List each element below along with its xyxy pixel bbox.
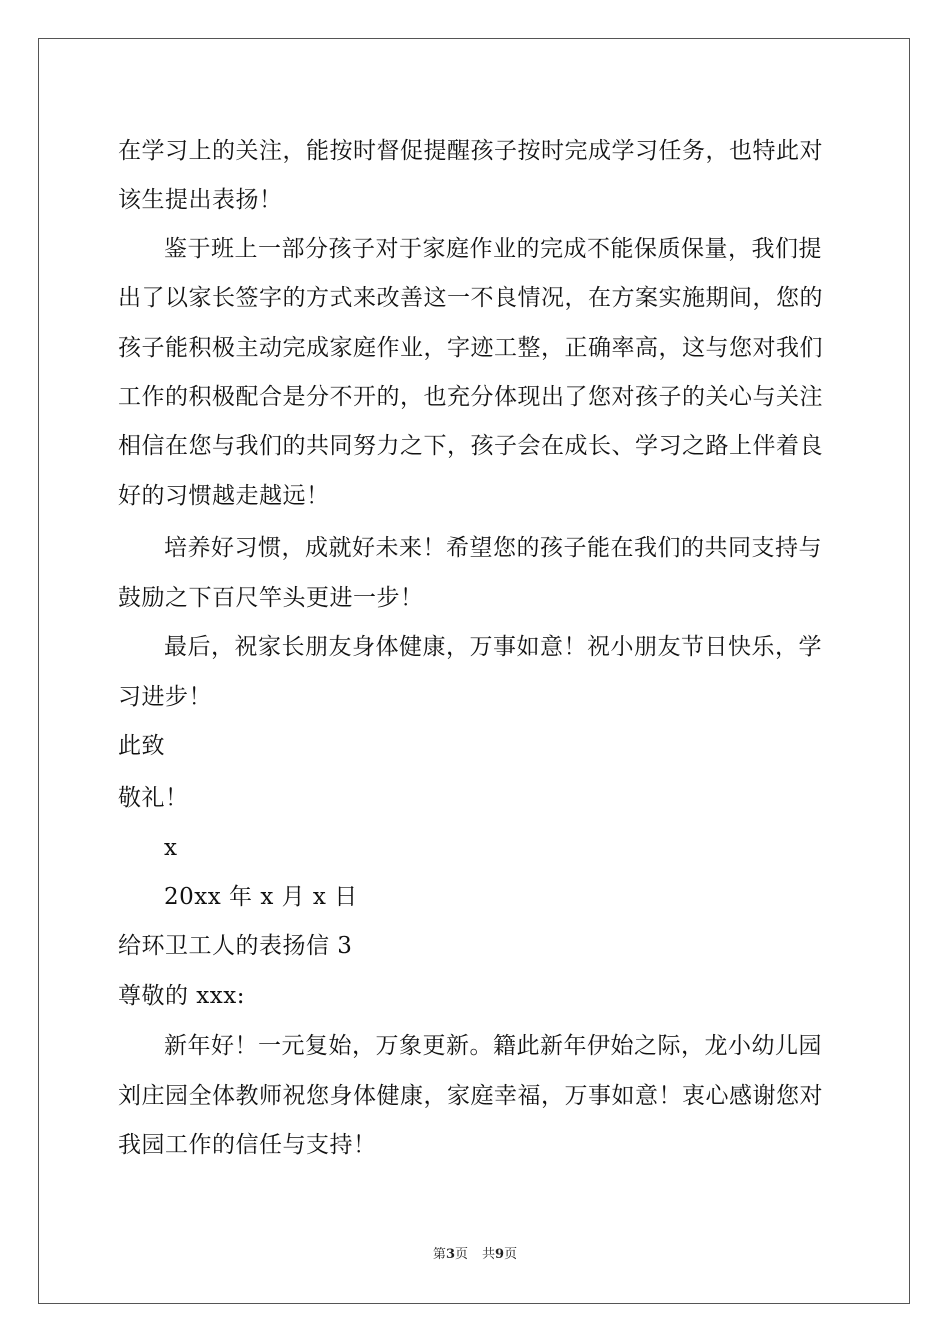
text-line: 孩子能积极主动完成家庭作业，字迹工整，正确率高，这与您对我们 [118, 335, 823, 361]
greeting: 尊敬的 xxx: [118, 983, 245, 1009]
page-prefix: 第 [432, 1247, 446, 1262]
paragraph-start: 鉴于班上一部分孩子对于家庭作业的完成不能保质保量，我们提 [164, 236, 822, 262]
closing-salutation: 敬礼！ [118, 785, 189, 811]
text-line: 该生提出表扬！ [118, 187, 283, 213]
text-line: 好的习惯越走越远！ [118, 483, 330, 509]
page-current: 3 [445, 1247, 455, 1262]
signature: x [164, 835, 178, 861]
text-line: 习进步！ [118, 684, 212, 710]
page-footer [0, 1246, 950, 1264]
text-line: 刘庄园全体教师祝您身体健康，家庭幸福，万事如意！衷心感谢您对 [118, 1083, 823, 1109]
total-suffix: 页 [504, 1247, 518, 1262]
page-total: 9 [495, 1247, 505, 1262]
total-prefix: 共 [482, 1247, 496, 1262]
closing-phrase: 此致 [118, 733, 165, 759]
text-line: 工作的积极配合是分不开的，也充分体现出了您对孩子的关心与关注 [118, 384, 823, 410]
date-line: 20xx 年 x 月 x 日 [164, 884, 358, 910]
paragraph-start: 新年好！一元复始，万象更新。籍此新年伊始之际，龙小幼儿园 [164, 1033, 822, 1059]
paragraph-start: 培养好习惯，成就好未来！希望您的孩子能在我们的共同支持与 [164, 535, 822, 561]
letter-title: 给环卫工人的表扬信 3 [118, 933, 353, 959]
text-line: 鼓励之下百尺竿头更进一步！ [118, 585, 424, 611]
page-suffix: 页 [454, 1247, 468, 1262]
paragraph-start: 最后，祝家长朋友身体健康，万事如意！祝小朋友节日快乐，学 [164, 634, 822, 660]
text-line: 在学习上的关注，能按时督促提醒孩子按时完成学习任务，也特此对 [118, 138, 823, 164]
text-line: 相信在您与我们的共同努力之下，孩子会在成长、学习之路上伴着良 [118, 433, 823, 459]
text-line: 出了以家长签字的方式来改善这一不良情况，在方案实施期间，您的 [118, 285, 823, 311]
page-border [38, 38, 910, 1304]
text-line: 我园工作的信任与支持！ [118, 1132, 377, 1158]
